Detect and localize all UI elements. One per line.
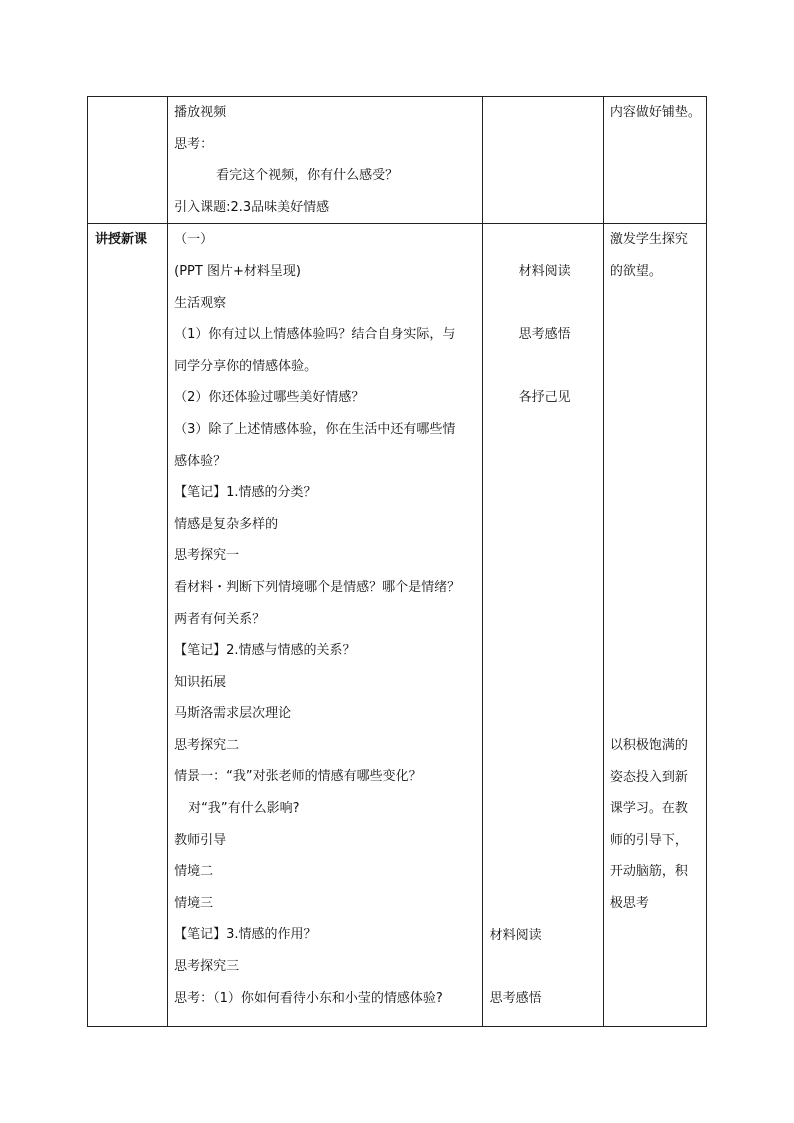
content-line: 思考探究三 bbox=[174, 959, 240, 975]
content-line: 看材料・判断下列情境哪个是情感？哪个是情绪？ bbox=[174, 579, 461, 595]
content-cell-intro bbox=[168, 97, 483, 224]
design-line: 以积极饱满的 bbox=[609, 737, 688, 753]
activity-line: 材料阅读 bbox=[518, 263, 571, 279]
activity-line: 思考感悟 bbox=[489, 990, 542, 1006]
phase-label: 讲授新课 bbox=[95, 232, 148, 248]
content-line: 同学分享你的情感体验。 bbox=[174, 358, 318, 374]
design-line: 姿态投入到新 bbox=[609, 769, 688, 785]
design-line: 课学习。在教 bbox=[609, 801, 688, 817]
content-line: 对“我”有什么影响? bbox=[188, 801, 300, 817]
content-line: （一） bbox=[174, 232, 214, 248]
design-line: 极思考 bbox=[609, 895, 649, 911]
content-line: 情感是复杂多样的 bbox=[174, 516, 279, 532]
content-line: 情景一：“我”对张老师的情感有哪些变化？ bbox=[174, 769, 422, 785]
design-line: 内容做好铺垫。 bbox=[609, 105, 701, 120]
content-line: 思考探究一 bbox=[174, 548, 240, 564]
phase-cell bbox=[88, 224, 168, 1027]
phase-cell-empty bbox=[88, 97, 168, 224]
design-line: 激发学生探究 bbox=[609, 232, 688, 248]
content-line: 【笔记】3.情感的作用？ bbox=[174, 927, 317, 943]
content-line: 情境三 bbox=[174, 895, 214, 911]
content-line: 教师引导 bbox=[174, 832, 227, 848]
content-line: (PPT 图片+材料呈现) bbox=[174, 263, 301, 279]
content-line: 思考探究二 bbox=[174, 737, 240, 753]
content-line: 【笔记】2.情感与情感的关系？ bbox=[174, 643, 356, 659]
design-cell-intro bbox=[603, 97, 706, 224]
design-line: 开动脑筋，积 bbox=[609, 864, 688, 880]
activity-cell bbox=[482, 224, 603, 1027]
table-row-intro bbox=[88, 97, 707, 224]
content-line: 引入课题:2.3品味美好情感 bbox=[174, 199, 330, 215]
design-line: 师的引导下， bbox=[609, 832, 688, 848]
content-line: 感体验？ bbox=[174, 453, 227, 469]
content-line: （2）你还体验过哪些美好情感？ bbox=[174, 390, 365, 406]
content-line: 思考：（1）你如何看待小东和小莹的情感体验? bbox=[174, 990, 443, 1006]
content-line: 【笔记】1.情感的分类？ bbox=[174, 485, 317, 501]
content-line: 看完这个视频，你有什么感受？ bbox=[216, 168, 399, 184]
content-line: 播放视频 bbox=[174, 105, 227, 120]
content-line: 情境二 bbox=[174, 864, 214, 880]
table-row-new-lesson bbox=[88, 224, 707, 1027]
content-cell-new-lesson bbox=[168, 224, 483, 1027]
activity-line: 思考感悟 bbox=[518, 327, 571, 343]
content-line: （3）除了上述情感体验，你在生活中还有哪些情 bbox=[174, 421, 456, 437]
design-cell-new-lesson bbox=[603, 224, 706, 1027]
content-line: 知识拓展 bbox=[174, 674, 227, 690]
content-line: 两者有何关系？ bbox=[174, 611, 266, 627]
activity-cell-empty bbox=[482, 97, 603, 224]
content-line: （1）你有过以上情感体验吗？结合自身实际，与 bbox=[174, 327, 456, 343]
content-line: 思考： bbox=[174, 136, 214, 152]
design-line: 的欲望。 bbox=[609, 263, 662, 279]
lesson-plan-table bbox=[87, 96, 707, 1027]
content-line: 马斯洛需求层次理论 bbox=[174, 706, 292, 722]
content-line: 生活观察 bbox=[174, 295, 227, 311]
activity-line: 各抒己见 bbox=[518, 390, 571, 406]
activity-line: 材料阅读 bbox=[489, 927, 542, 943]
